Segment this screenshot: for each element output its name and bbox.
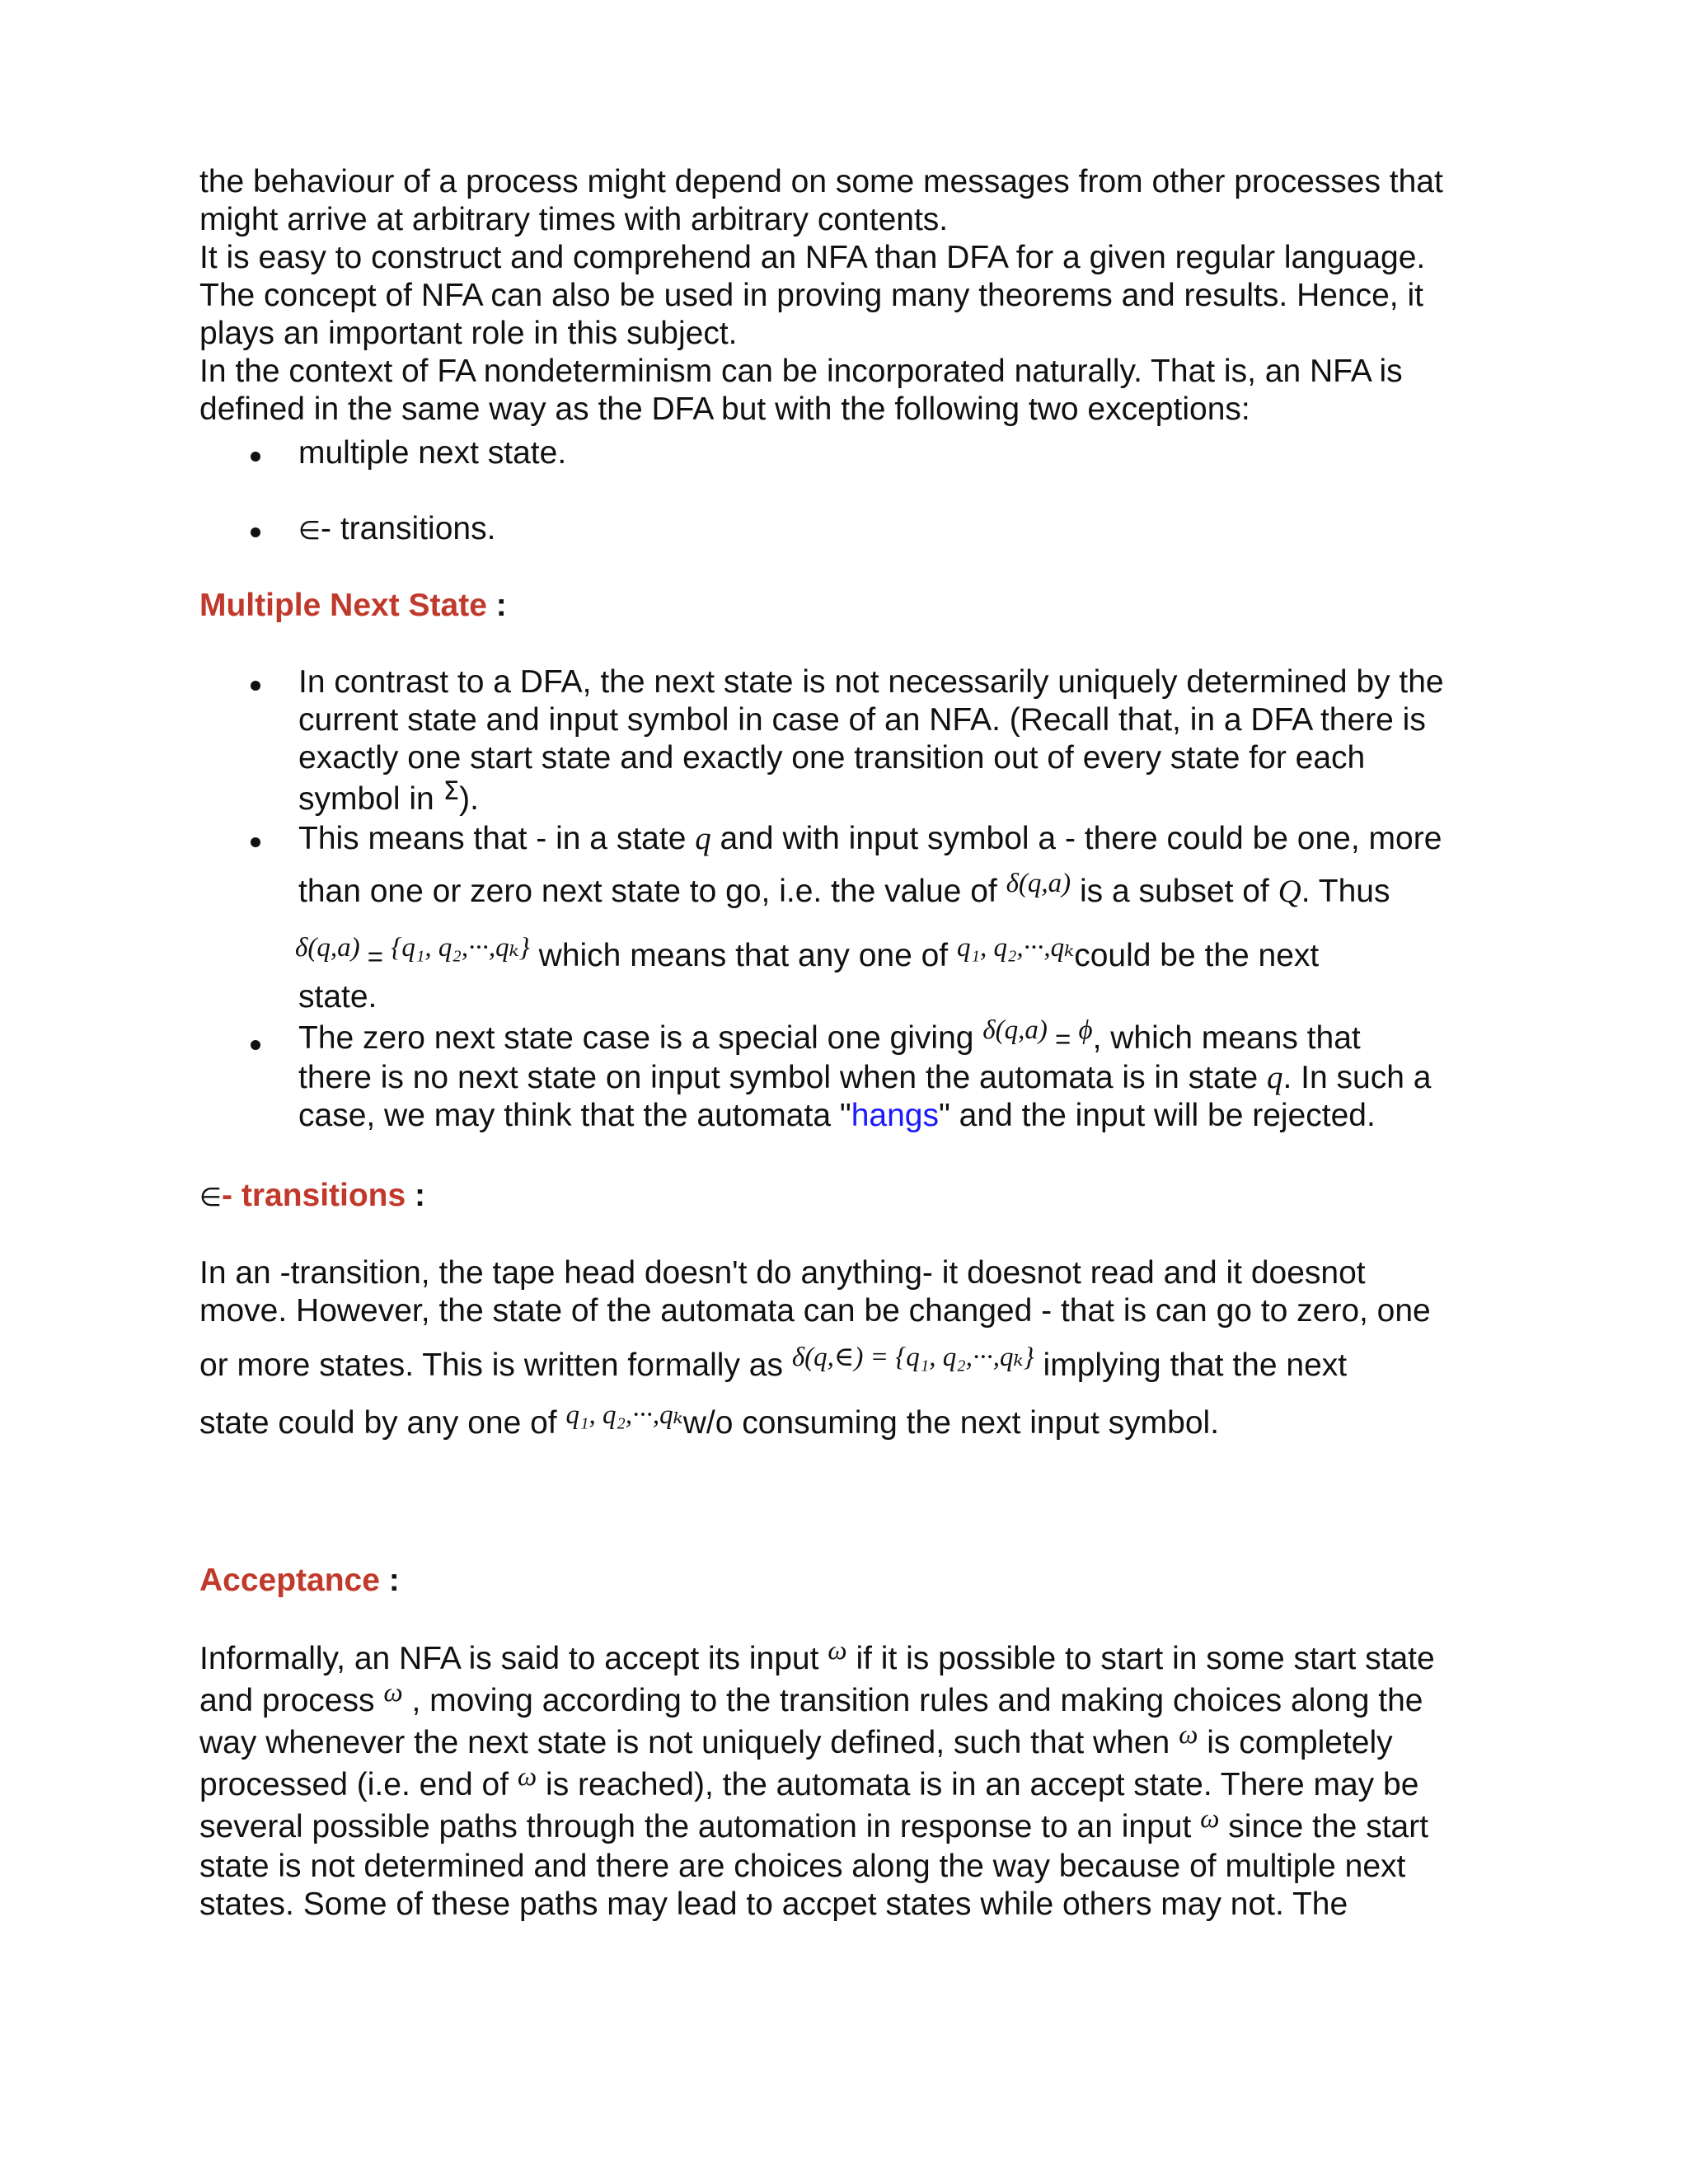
text-segment: could be the next: [1074, 938, 1320, 973]
list-item-label: - transitions.: [321, 511, 496, 546]
math-omega: ω: [383, 1678, 403, 1708]
heading-colon: :: [486, 588, 507, 623]
intro-line: defined in the same way as the DFA but with the following two exceptions:: [199, 391, 1250, 427]
epsilon-symbol: ∈: [298, 516, 321, 546]
text-segment: and with input symbol a - there could be one, more: [710, 821, 1442, 856]
text-line: states. Some of these paths may lead to accpet states while others may not. The: [199, 1886, 1348, 1922]
text-segment: Informally, an NFA is said to accept its input: [199, 1641, 828, 1676]
text-line: [298, 820, 1493, 858]
math-Q: Q: [1278, 874, 1301, 909]
math-q: q: [1267, 1060, 1283, 1095]
hangs-link[interactable]: hangs: [851, 1098, 939, 1133]
text-segment: or more states. This is written formally as: [199, 1347, 792, 1383]
acceptance-paragraph: [199, 1636, 1518, 1924]
text-line: state is not determined and there are choices along the way because of multiple next: [199, 1849, 1406, 1884]
text-line: [295, 933, 1493, 977]
intro-line: It is easy to construct and comprehend an NFA than DFA for a given regular language.: [199, 240, 1426, 275]
text-line: [199, 1804, 1518, 1848]
intro-line: The concept of NFA can also be used in proving many theorems and results. Hence, it: [199, 278, 1423, 313]
heading-text: - transitions: [222, 1178, 406, 1213]
text-segment: . In such a: [1282, 1060, 1432, 1095]
text-segment: and process: [199, 1683, 384, 1718]
math-state-set: {q₁, q₂,···,qₖ}: [391, 933, 530, 963]
text-segment: since the start: [1219, 1809, 1429, 1844]
text-segment: symbol in: [298, 781, 443, 817]
text-segment: there is no next state on input symbol when the automata is in state: [298, 1060, 1268, 1095]
text-line: exactly one start state and exactly one transition out of every state for each: [298, 740, 1366, 776]
math-omega: ω: [1200, 1804, 1220, 1834]
intro-line: plays an important role in this subject.: [199, 316, 738, 351]
text-segment: is a subset of: [1071, 874, 1278, 909]
section-heading-acceptance: [199, 1562, 1518, 1600]
text-segment: way whenever the next state is not uniquely defined, such that when: [199, 1725, 1179, 1760]
bullet-icon: [251, 527, 260, 537]
text-segment: The zero next state case is a special one giving: [298, 1020, 983, 1056]
math-delta-q-a: δ(q,a): [295, 933, 360, 963]
text-segment: which means that any one of: [529, 938, 957, 973]
text-segment: This means that - in a state: [298, 821, 696, 856]
text-line: state.: [298, 979, 377, 1015]
math-delta-q-a: δ(q,a): [1006, 869, 1071, 898]
text-segment: w/o consuming the next input symbol.: [682, 1405, 1220, 1441]
text-segment: several possible paths through the automation in response to an input: [199, 1809, 1201, 1844]
list-item-epsilon-transitions: [298, 510, 1493, 550]
text-line: [298, 1059, 1493, 1097]
text-line: [199, 1762, 1518, 1806]
text-line: [199, 1400, 1518, 1444]
heading-text: Multiple Next State: [199, 588, 487, 623]
epsilon-transitions-paragraph: [199, 1254, 1518, 1444]
text-segment: . Thus: [1301, 874, 1390, 909]
text-line: current state and input symbol in case of an NFA. (Recall that, in a DFA there is: [298, 702, 1426, 738]
intro-line: the behaviour of a process might depend on some messages from other processes that: [199, 164, 1443, 199]
equals-sign: =: [359, 941, 392, 972]
text-line: [298, 1015, 1493, 1059]
text-line: move. However, the state of the automata can be changed - that is can go to zero, one: [199, 1293, 1431, 1329]
heading-colon: :: [379, 1563, 400, 1598]
text-line: In contrast to a DFA, the next state is not necessarily uniquely determined by the: [298, 664, 1444, 700]
sigma-symbol: Σ: [443, 776, 460, 806]
math-phi: ϕ: [1078, 1015, 1093, 1045]
intro-line: might arrive at arbitrary times with arbitrary contents.: [199, 202, 949, 237]
list-item-multiple-next-state: multiple next state.: [298, 435, 567, 471]
intro-line: In the context of FA nondeterminism can be incorporated naturally. That is, an NFA is: [199, 354, 1403, 389]
text-segment: is reached), the automata is in an accept state. There may be: [537, 1767, 1419, 1802]
math-omega: ω: [828, 1636, 847, 1666]
list-item-subset-of-states: [295, 820, 1493, 1016]
math-delta-q-a: δ(q,a): [982, 1015, 1048, 1045]
text-segment: implying that the next: [1034, 1347, 1348, 1383]
section-heading-multiple-next-state: [199, 587, 1518, 625]
equals-sign: =: [1047, 1024, 1079, 1054]
text-segment: state could by any one of: [199, 1405, 566, 1441]
text-segment: if it is possible to start in some start state: [846, 1641, 1435, 1676]
bullet-icon: [251, 452, 260, 462]
math-omega: ω: [1179, 1720, 1198, 1750]
text-line: [199, 1636, 1518, 1680]
math-state-sequence: q₁, q₂,···,qₖ: [565, 1400, 683, 1430]
text-segment: is completely: [1198, 1725, 1393, 1760]
text-line: [298, 776, 1493, 820]
bullet-icon: [251, 681, 260, 691]
math-state-sequence: q₁, q₂,···,qₖ: [956, 933, 1075, 963]
list-item-zero-next-state: [298, 1015, 1493, 1135]
bullet-icon: [251, 837, 260, 847]
intro-paragraph: [199, 163, 1518, 429]
text-segment: " and the input will be rejected.: [938, 1098, 1376, 1133]
text-segment: , moving according to the transition rules and making choices along the: [402, 1683, 1423, 1718]
bullet-icon: [251, 1040, 260, 1050]
math-q: q: [695, 821, 711, 856]
math-epsilon-transition-formula: δ(q,∈) = {q₁, q₂,···,qₖ}: [791, 1343, 1034, 1372]
text-segment: ).: [459, 781, 479, 817]
heading-text: Acceptance: [199, 1563, 380, 1598]
section-heading-epsilon-transitions: [199, 1177, 1518, 1216]
text-segment: case, we may think that the automata ": [298, 1098, 851, 1133]
text-line: [199, 1678, 1518, 1722]
text-segment: processed (i.e. end of: [199, 1767, 518, 1802]
text-segment: , which means that: [1092, 1020, 1361, 1056]
text-line: [298, 1097, 1493, 1135]
list-item-contrast-dfa: [298, 663, 1493, 820]
text-line: In an -transition, the tape head doesn't do anything- it doesnot read and it doesnot: [199, 1255, 1366, 1291]
text-line: [199, 1343, 1518, 1386]
heading-colon: :: [406, 1178, 426, 1213]
text-line: [199, 1720, 1518, 1764]
text-line: [298, 869, 1493, 912]
text-segment: than one or zero next state to go, i.e. the value of: [298, 874, 1006, 909]
math-omega: ω: [517, 1762, 537, 1792]
epsilon-symbol: ∈: [199, 1183, 223, 1212]
